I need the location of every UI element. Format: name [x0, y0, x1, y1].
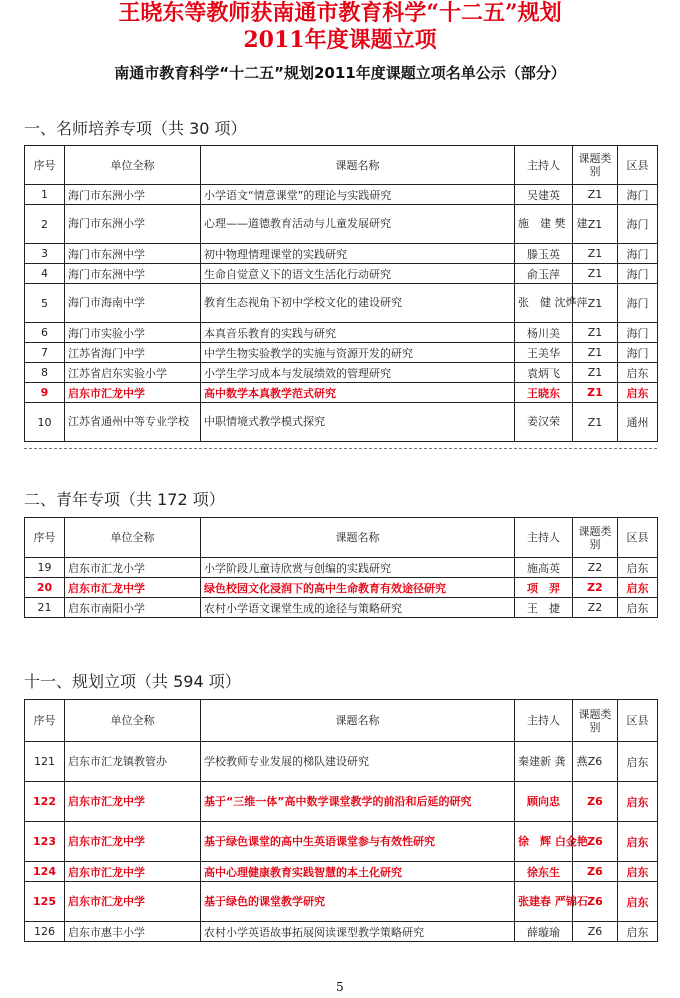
column-header-topic: 课题名称 — [201, 700, 515, 742]
cell-topic: 基于“三维一体”高中数学课堂教学的前沿和后延的研究 — [201, 782, 515, 822]
cell-seq: 19 — [25, 558, 65, 578]
cell-unit: 海门市实验小学 — [65, 323, 201, 343]
column-header-seq: 序号 — [25, 518, 65, 558]
cell-cat: Z6 — [573, 742, 618, 782]
cell-seq: 20 — [25, 578, 65, 598]
cell-district: 启东 — [618, 578, 658, 598]
cell-unit: 启东市汇龙中学 — [65, 882, 201, 922]
cell-seq: 21 — [25, 598, 65, 618]
cell-unit: 海门市东洲小学 — [65, 205, 201, 244]
column-header-topic: 课题名称 — [201, 518, 515, 558]
cell-unit: 启东市汇龙小学 — [65, 558, 201, 578]
cell-topic: 高中数学本真教学范式研究 — [201, 383, 515, 403]
cell-host: 王晓东 — [515, 383, 573, 403]
cell-unit: 启东市南阳小学 — [65, 598, 201, 618]
column-header-host: 主持人 — [515, 700, 573, 742]
cell-seq: 1 — [25, 185, 65, 205]
cell-seq: 6 — [25, 323, 65, 343]
cell-seq: 10 — [25, 403, 65, 442]
cell-seq: 3 — [25, 244, 65, 264]
table-row — [25, 882, 658, 922]
cell-seq: 126 — [25, 922, 65, 942]
cell-district: 海门 — [618, 343, 658, 363]
table-section-2 — [24, 517, 658, 618]
cell-district: 启东 — [618, 822, 658, 862]
cell-host: 薛璇瑜 — [515, 922, 573, 942]
cell-unit: 江苏省通州中等专业学校 — [65, 403, 201, 442]
column-header-cat: 课题类别 — [573, 518, 618, 558]
headline-line-1: 王晓东等教师获南通市教育科学“十二五”规划 — [118, 0, 562, 26]
cell-cat: Z6 — [573, 782, 618, 822]
cell-topic: 中职情境式教学模式探究 — [201, 403, 515, 442]
cell-unit: 启东市汇龙中学 — [65, 862, 201, 882]
cell-cat: Z1 — [573, 363, 618, 383]
cell-topic: 小学语文“情意课堂”的理论与实践研究 — [201, 185, 515, 205]
cell-district: 启东 — [618, 558, 658, 578]
column-header-seq: 序号 — [25, 146, 65, 185]
cell-host: 施 建 樊 建 — [515, 205, 573, 244]
cell-host: 王 捷 — [515, 598, 573, 618]
table-row — [25, 264, 658, 284]
table-row — [25, 363, 658, 383]
cell-host: 张建春 严锦石 — [515, 882, 573, 922]
cell-district: 启东 — [618, 363, 658, 383]
cell-district: 启东 — [618, 782, 658, 822]
column-header-district: 区县 — [618, 700, 658, 742]
cell-topic: 本真音乐教育的实践与研究 — [201, 323, 515, 343]
cell-cat: Z6 — [573, 862, 618, 882]
cell-topic: 绿色校园文化浸润下的高中生命教育有效途径研究 — [201, 578, 515, 598]
cell-cat: Z1 — [573, 185, 618, 205]
column-header-unit: 单位全称 — [65, 700, 201, 742]
cell-district: 启东 — [618, 383, 658, 403]
table-row — [25, 578, 658, 598]
table-section-3 — [24, 699, 658, 942]
column-header-district: 区县 — [618, 146, 658, 185]
page-number: 5 — [336, 980, 344, 994]
table-cut-edge — [24, 446, 657, 450]
cell-cat: Z1 — [573, 403, 618, 442]
cell-seq: 4 — [25, 264, 65, 284]
cell-cat: Z1 — [573, 244, 618, 264]
cell-seq: 9 — [25, 383, 65, 403]
cell-district: 启东 — [618, 882, 658, 922]
table-row — [25, 323, 658, 343]
table-row — [25, 922, 658, 942]
table-header-row — [25, 146, 658, 185]
cell-cat: Z1 — [573, 323, 618, 343]
cell-host: 顾向忠 — [515, 782, 573, 822]
column-header-host: 主持人 — [515, 146, 573, 185]
column-header-cat: 课题类别 — [573, 700, 618, 742]
cell-district: 启东 — [618, 742, 658, 782]
cell-unit: 江苏省启东实验小学 — [65, 363, 201, 383]
cell-district: 海门 — [618, 284, 658, 323]
cell-unit: 海门市东洲小学 — [65, 185, 201, 205]
cell-district: 启东 — [618, 598, 658, 618]
cell-seq: 125 — [25, 882, 65, 922]
table-header-row — [25, 700, 658, 742]
cell-unit: 启东市汇龙镇教管办 — [65, 742, 201, 782]
cell-unit: 海门市东洲中学 — [65, 264, 201, 284]
cell-topic: 中学生物实验教学的实施与资源开发的研究 — [201, 343, 515, 363]
cell-cat: Z1 — [573, 343, 618, 363]
cell-host: 俞玉萍 — [515, 264, 573, 284]
cell-unit: 江苏省海门中学 — [65, 343, 201, 363]
section-heading-3: 十一、规划立项（共 594 项） — [24, 672, 241, 691]
table-row — [25, 383, 658, 403]
cell-unit: 启东市汇龙中学 — [65, 383, 201, 403]
cell-unit: 启东市汇龙中学 — [65, 782, 201, 822]
cell-topic: 高中心理健康教育实践智慧的本土化研究 — [201, 862, 515, 882]
table-row — [25, 244, 658, 264]
column-header-unit: 单位全称 — [65, 518, 201, 558]
table-row — [25, 598, 658, 618]
table-row — [25, 862, 658, 882]
column-header-seq: 序号 — [25, 700, 65, 742]
table-row — [25, 343, 658, 363]
cell-cat: Z6 — [573, 922, 618, 942]
cell-seq: 7 — [25, 343, 65, 363]
cell-host: 滕玉英 — [515, 244, 573, 264]
subtitle: 南通市教育科学“十二五”规划2011年度课题立项名单公示（部分） — [114, 64, 566, 82]
cell-topic: 小学生学习成本与发展绩效的管理研究 — [201, 363, 515, 383]
cell-host: 项 羿 — [515, 578, 573, 598]
cell-host: 袁炳飞 — [515, 363, 573, 383]
cell-seq: 5 — [25, 284, 65, 323]
cell-cat: Z2 — [573, 598, 618, 618]
table-row — [25, 822, 658, 862]
cell-cat: Z6 — [573, 882, 618, 922]
cell-unit: 海门市海南中学 — [65, 284, 201, 323]
cell-seq: 123 — [25, 822, 65, 862]
cell-unit: 海门市东洲中学 — [65, 244, 201, 264]
cell-topic: 基于绿色的课堂教学研究 — [201, 882, 515, 922]
cell-district: 海门 — [618, 244, 658, 264]
cell-cat: Z2 — [573, 578, 618, 598]
cell-host: 施高英 — [515, 558, 573, 578]
cell-topic: 学校教师专业发展的梯队建设研究 — [201, 742, 515, 782]
cell-seq: 124 — [25, 862, 65, 882]
cell-district: 海门 — [618, 323, 658, 343]
headline-line-2: 2011年度课题立项 — [243, 27, 437, 53]
table-row — [25, 403, 658, 442]
cell-host: 徐 辉 白金艳 — [515, 822, 573, 862]
column-header-topic: 课题名称 — [201, 146, 515, 185]
cell-topic: 生命自觉意义下的语文生活化行动研究 — [201, 264, 515, 284]
table-row — [25, 185, 658, 205]
cell-topic: 教育生态视角下初中学校文化的建设研究 — [201, 284, 515, 323]
cell-unit: 启东市惠丰小学 — [65, 922, 201, 942]
cell-topic: 小学阶段儿童诗欣赏与创编的实践研究 — [201, 558, 515, 578]
cell-seq: 8 — [25, 363, 65, 383]
cell-seq: 2 — [25, 205, 65, 244]
table-row — [25, 742, 658, 782]
cell-cat: Z2 — [573, 558, 618, 578]
cell-host: 姜汉荣 — [515, 403, 573, 442]
cell-cat: Z1 — [573, 264, 618, 284]
cell-host: 张 健 沈烨萍 — [515, 284, 573, 323]
cell-topic: 农村小学语文课堂生成的途径与策略研究 — [201, 598, 515, 618]
cell-cat: Z1 — [573, 205, 618, 244]
cell-topic: 农村小学英语故事拓展阅读课型教学策略研究 — [201, 922, 515, 942]
section-heading-1: 一、名师培养专项（共 30 项） — [24, 119, 247, 138]
column-header-district: 区县 — [618, 518, 658, 558]
cell-topic: 初中物理情理课堂的实践研究 — [201, 244, 515, 264]
cell-host: 秦建新 龚 燕 — [515, 742, 573, 782]
cell-district: 启东 — [618, 922, 658, 942]
cell-district: 通州 — [618, 403, 658, 442]
cell-seq: 121 — [25, 742, 65, 782]
table-row — [25, 205, 658, 244]
table-header-row — [25, 518, 658, 558]
cell-district: 海门 — [618, 205, 658, 244]
column-header-unit: 单位全称 — [65, 146, 201, 185]
cell-cat: Z1 — [573, 284, 618, 323]
table-row — [25, 284, 658, 323]
column-header-cat: 课题类别 — [573, 146, 618, 185]
table-section-1 — [24, 145, 658, 442]
table-row — [25, 782, 658, 822]
cell-topic: 心理——道德教育活动与儿童发展研究 — [201, 205, 515, 244]
cell-host: 王美华 — [515, 343, 573, 363]
cell-unit: 启东市汇龙中学 — [65, 578, 201, 598]
cell-cat: Z6 — [573, 822, 618, 862]
cell-host: 吴建英 — [515, 185, 573, 205]
cell-district: 海门 — [618, 185, 658, 205]
cell-host: 杨川美 — [515, 323, 573, 343]
column-header-host: 主持人 — [515, 518, 573, 558]
cell-cat: Z1 — [573, 383, 618, 403]
table-row — [25, 558, 658, 578]
cell-host: 徐东生 — [515, 862, 573, 882]
cell-seq: 122 — [25, 782, 65, 822]
cell-unit: 启东市汇龙中学 — [65, 822, 201, 862]
cell-topic: 基于绿色课堂的高中生英语课堂参与有效性研究 — [201, 822, 515, 862]
cell-district: 启东 — [618, 862, 658, 882]
cell-district: 海门 — [618, 264, 658, 284]
section-heading-2: 二、青年专项（共 172 项） — [24, 490, 225, 509]
